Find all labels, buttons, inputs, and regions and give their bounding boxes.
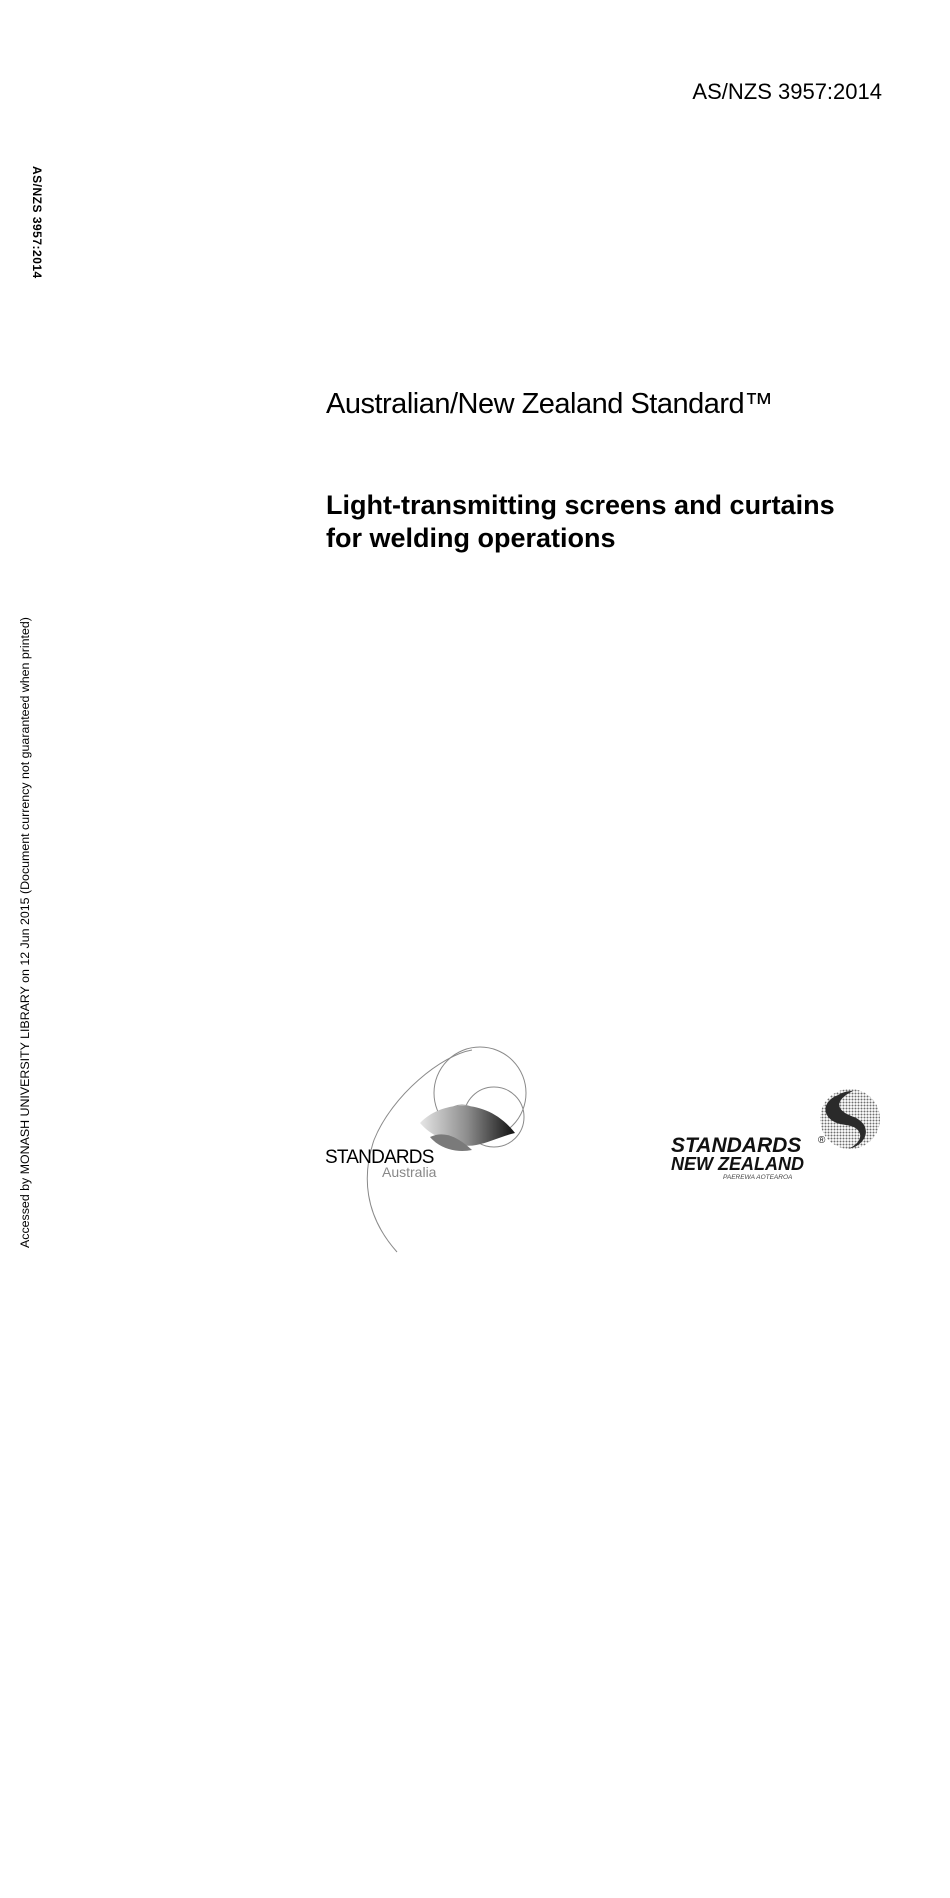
spine-label: [30, 166, 50, 306]
standards-australia-logo: [322, 1045, 537, 1260]
spine-standard-number: AS/NZS 3957:2014: [30, 166, 44, 279]
standard-number-header: AS/NZS 3957:2014: [692, 79, 882, 104]
standards-new-zealand-logo: [668, 1083, 888, 1183]
logo-sa-word-australia: Australia: [382, 1164, 437, 1180]
standard-series-label: Australian/New Zealand Standard™: [326, 388, 773, 420]
access-note-text: Accessed by MONASH UNIVERSITY LIBRARY on 12 Jun 2015 (Document currency not guaranteed when printed): [18, 617, 32, 1248]
logo-nz-word-new-zealand: NEW ZEALAND: [671, 1154, 804, 1174]
logo-sa-word-standards: STANDARDS: [325, 1147, 434, 1168]
document-title-line-2: for welding operations: [326, 523, 616, 553]
logo-nz-word-paerewa: PAEREWA AOTEAROA: [723, 1174, 793, 1181]
access-note: [18, 617, 38, 1898]
document-title-line-1: Light-transmitting screens and curtains: [326, 490, 835, 520]
document-title: [326, 489, 906, 555]
logo-nz-word-standards: STANDARDS: [671, 1134, 802, 1157]
logo-nz-registered-mark: ®: [818, 1135, 826, 1146]
